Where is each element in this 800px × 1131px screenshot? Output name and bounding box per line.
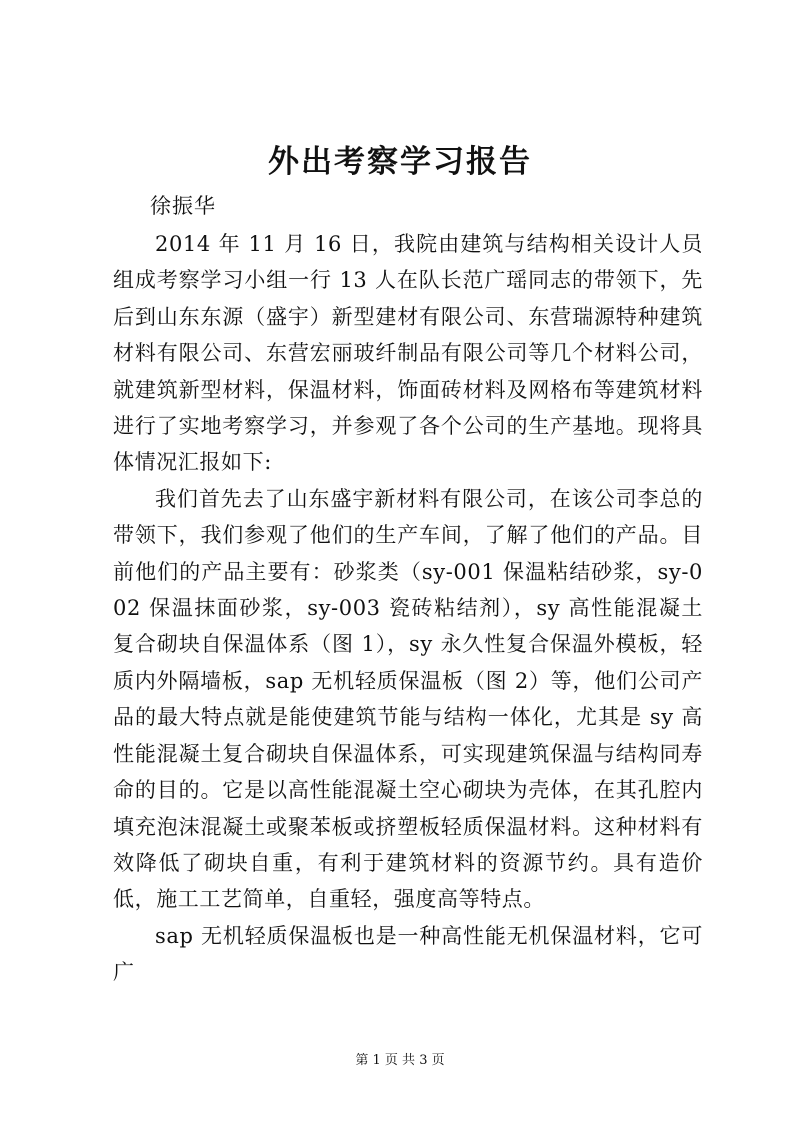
paragraph: sap 无机轻质保温板也是一种高性能无机保温材料，它可广 bbox=[113, 923, 703, 985]
paragraph: 我们首先去了山东盛宇新材料有限公司，在该公司李总的带领下，我们参观了他们的生产车间，了解了他们的产品。目前他们的产品主要有：砂浆类（sy-001 保温粘结砂浆，sy-002 保温抹面砂浆，sy-003 瓷砖粘结剂），sy 高性能混凝土复合砌块自保温体系（图 1），sy 永久性复合保温外模板，轻质内外隔墙板，sap 无机轻质保温板（图 2）等，他们公司产品的最大特点就是能使建筑节能与结构一体化，尤其是 sy 高性能混凝土复合砌块自保温体系，可实现建筑保温与结构同寿命的目的。它是以高性能混凝土空心砌块为壳体，在其孔腔内填充泡沫混凝土或聚苯板或挤塑板轻质保温材料。这种材料有效降低了砌块自重，有利于建筑材料的资源节约。具有造价低，施工工艺简单，自重轻，强度高等特点。 bbox=[113, 486, 703, 912]
author-name: 徐振华 bbox=[150, 194, 216, 218]
document-body bbox=[113, 226, 703, 991]
document-title: 外出考察学习报告 bbox=[268, 144, 532, 180]
page-footer: 第 1 页 共 3 页 bbox=[355, 1053, 445, 1068]
paragraph: 2014 年 11 月 16 日，我院由建筑与结构相关设计人员组成考察学习小组一行 13 人在队长范广瑶同志的带领下，先后到山东东源（盛宇）新型建材有限公司、东营瑞源特种建筑材料有限公司、东营宏丽玻纤制品有限公司等几个材料公司，就建筑新型材料，保温材料，饰面砖材料及网格布等建筑材料进行了实地考察学习，并参观了各个公司的生产基地。现将具体情况汇报如下: bbox=[113, 232, 703, 475]
